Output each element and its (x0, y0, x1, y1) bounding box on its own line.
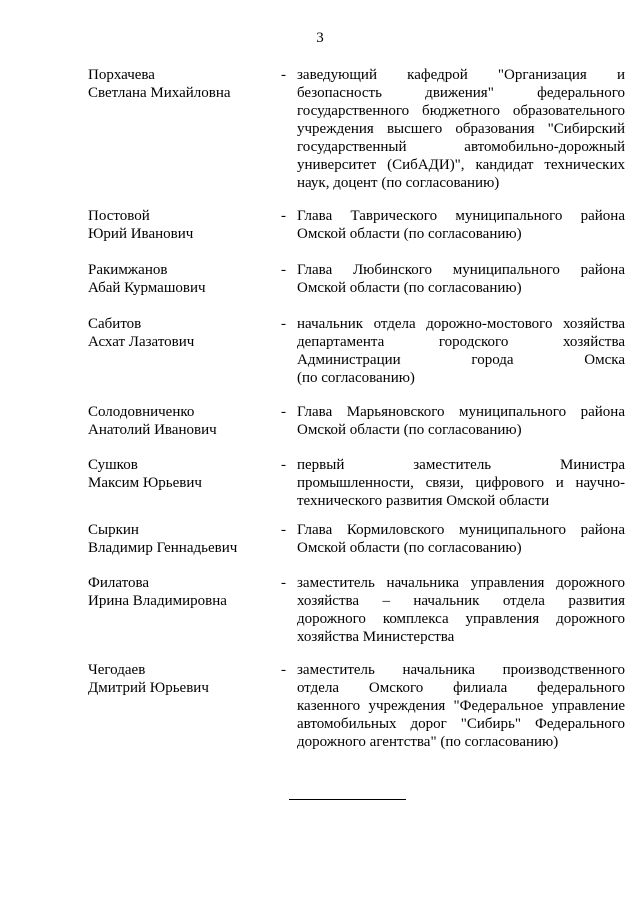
member-name (88, 315, 278, 351)
member-surname: Постовой (88, 208, 150, 224)
member-name (88, 66, 278, 102)
role-line: автомобильных дорог "Сибирь" Федерального (297, 716, 625, 732)
list-dash: - (281, 316, 286, 332)
role-line: промышленности, связи, цифрового и научно- (297, 475, 625, 491)
role-line: безопасность движения" федерального (297, 85, 625, 101)
member-role (297, 66, 625, 192)
role-line: дорожного агентства" (по согласованию) (297, 734, 559, 750)
role-line: университет (СибАДИ)", кандидат технических (297, 157, 625, 173)
member-name (88, 261, 278, 297)
member-role (297, 261, 625, 297)
member-name (88, 456, 278, 492)
member-name (88, 574, 278, 610)
role-line: заместитель начальника управления дорожного (297, 575, 625, 591)
member-role (297, 315, 625, 387)
role-line: Глава Любинского муниципального района (297, 262, 625, 278)
list-dash: - (281, 457, 286, 473)
member-given-names: Асхат Лазатович (88, 334, 195, 350)
member-name (88, 661, 278, 697)
role-line: департамента городского хозяйства (297, 334, 625, 350)
role-line: (по согласованию) (297, 370, 415, 386)
member-surname: Сыркин (88, 522, 139, 538)
role-line: государственный автомобильно-дорожный (297, 139, 625, 155)
member-role (297, 521, 625, 557)
member-given-names: Владимир Геннадьевич (88, 540, 238, 556)
member-role (297, 456, 625, 510)
role-line: Администрации города Омска (297, 352, 625, 368)
member-name (88, 403, 278, 439)
member-given-names: Дмитрий Юрьевич (88, 680, 209, 696)
role-line: Омской области (по согласованию) (297, 540, 522, 556)
member-surname: Солодовниченко (88, 404, 195, 420)
page-number: 3 (316, 30, 324, 46)
role-line: отдела Омского филиала федерального (297, 680, 625, 696)
member-role (297, 207, 625, 243)
role-line: Омской области (по согласованию) (297, 280, 522, 296)
role-line: Глава Марьяновского муниципального района (297, 404, 625, 420)
member-surname: Ракимжанов (88, 262, 168, 278)
member-name (88, 521, 278, 557)
member-role (297, 574, 625, 646)
list-dash: - (281, 575, 286, 591)
role-line: казенного учреждения "Федеральное управление (297, 698, 625, 714)
role-line: учреждения высшего образования "Сибирский (297, 121, 625, 137)
member-surname: Порхачева (88, 67, 155, 83)
member-given-names: Анатолий Иванович (88, 422, 217, 438)
member-given-names: Светлана Михайловна (88, 85, 231, 101)
member-surname: Сабитов (88, 316, 142, 332)
list-dash: - (281, 662, 286, 678)
list-dash: - (281, 404, 286, 420)
role-line: Глава Таврического муниципального района (297, 208, 625, 224)
role-line: заведующий кафедрой "Организация и (297, 67, 625, 83)
role-line: хозяйства – начальник отдела развития (297, 593, 625, 609)
member-given-names: Юрий Иванович (88, 226, 194, 242)
member-surname: Чегодаев (88, 662, 146, 678)
role-line: Глава Кормиловского муниципального района (297, 522, 625, 538)
role-line: дорожного комплекса управления дорожного (297, 611, 625, 627)
role-line: наук, доцент (по согласованию) (297, 175, 500, 191)
member-surname: Сушков (88, 457, 138, 473)
role-line: первый заместитель Министра (297, 457, 625, 473)
list-dash: - (281, 262, 286, 278)
list-dash: - (281, 522, 286, 538)
role-line: технического развития Омской области (297, 493, 550, 509)
member-given-names: Абай Курмашович (88, 280, 206, 296)
closing-rule (289, 799, 406, 800)
role-line: Омской области (по согласованию) (297, 226, 522, 242)
member-role (297, 403, 625, 439)
member-role (297, 661, 625, 751)
role-line: начальник отдела дорожно-мостового хозяйства (297, 316, 625, 332)
member-given-names: Максим Юрьевич (88, 475, 202, 491)
list-dash: - (281, 208, 286, 224)
role-line: заместитель начальника производственного (297, 662, 625, 678)
list-dash: - (281, 67, 286, 83)
role-line: Омской области (по согласованию) (297, 422, 522, 438)
member-surname: Филатова (88, 575, 150, 591)
member-name (88, 207, 278, 243)
role-line: хозяйства Министерства (297, 629, 455, 645)
role-line: государственного бюджетного образовательного (297, 103, 625, 119)
member-given-names: Ирина Владимировна (88, 593, 227, 609)
